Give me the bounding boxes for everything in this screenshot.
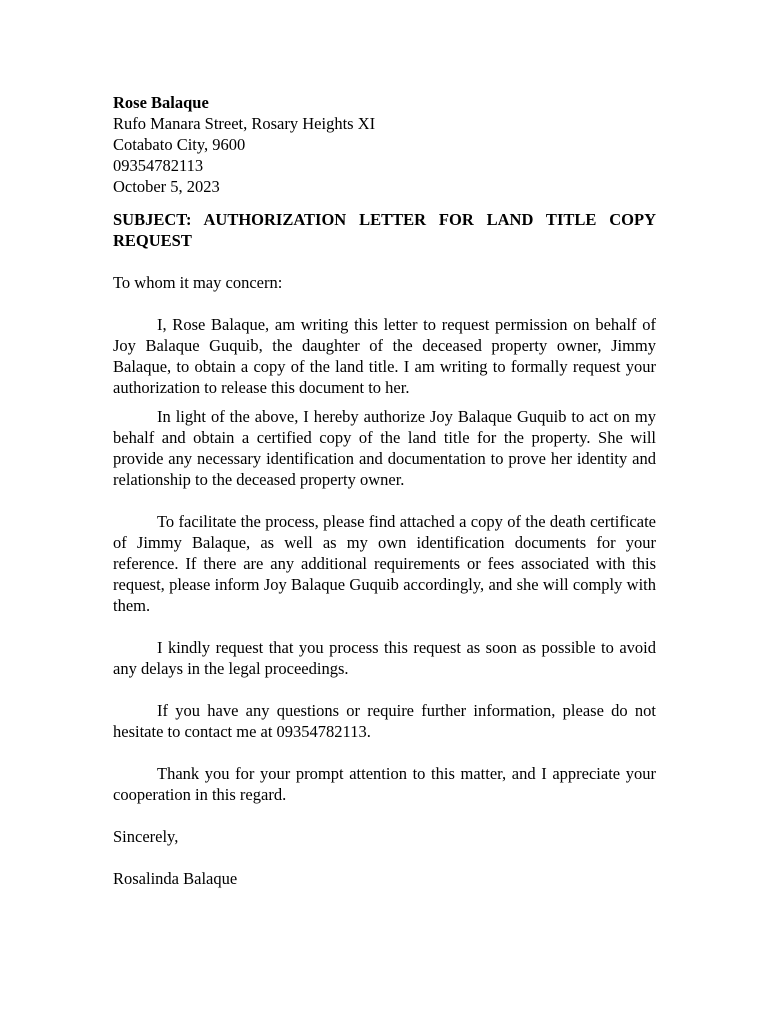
- salutation: To whom it may concern:: [113, 273, 283, 292]
- body-paragraph-1: I, Rose Balaque, am writing this letter to request permission on behalf of Joy Balaque Guquib, the daughter of the deceased property owner, Jimmy Balaque, to obtain a copy of the land title. I am writing to formally request your authorization to release this document to her.: [113, 315, 656, 397]
- body-paragraph-2: In light of the above, I hereby authorize Joy Balaque Guquib to act on my behalf and obtain a certified copy of the land title for the property. She will provide any necessary identification and documentation to prove her identity and relationship to the deceased property owner.: [113, 407, 656, 489]
- subject-line: SUBJECT: AUTHORIZATION LETTER FOR LAND TITLE COPY REQUEST: [113, 210, 656, 250]
- sender-city: Cotabato City, 9600: [113, 135, 246, 154]
- closing: Sincerely,: [113, 827, 179, 846]
- letter-date: October 5, 2023: [113, 177, 220, 196]
- sender-name: Rose Balaque: [113, 93, 209, 112]
- sender-phone: 09354782113: [113, 156, 204, 175]
- body-paragraph-5: If you have any questions or require further information, please do not hesitate to contact me at 09354782113.: [113, 701, 656, 741]
- sender-block: [113, 92, 656, 197]
- signature-name: Rosalinda Balaque: [113, 869, 238, 888]
- sender-street: Rufo Manara Street, Rosary Heights XI: [113, 114, 376, 133]
- body-paragraph-3: To facilitate the process, please find attached a copy of the death certificate of Jimmy Balaque, as well as my own identification documents for your reference. If there are any additional requirements or fees associated with this request, please inform Joy Balaque Guquib accordingly, and she will comply with them.: [113, 512, 656, 615]
- body-paragraph-4: I kindly request that you process this request as soon as possible to avoid any delays in the legal proceedings.: [113, 638, 656, 678]
- letter-page: [113, 92, 656, 889]
- body-paragraph-6: Thank you for your prompt attention to this matter, and I appreciate your cooperation in this regard.: [113, 764, 656, 804]
